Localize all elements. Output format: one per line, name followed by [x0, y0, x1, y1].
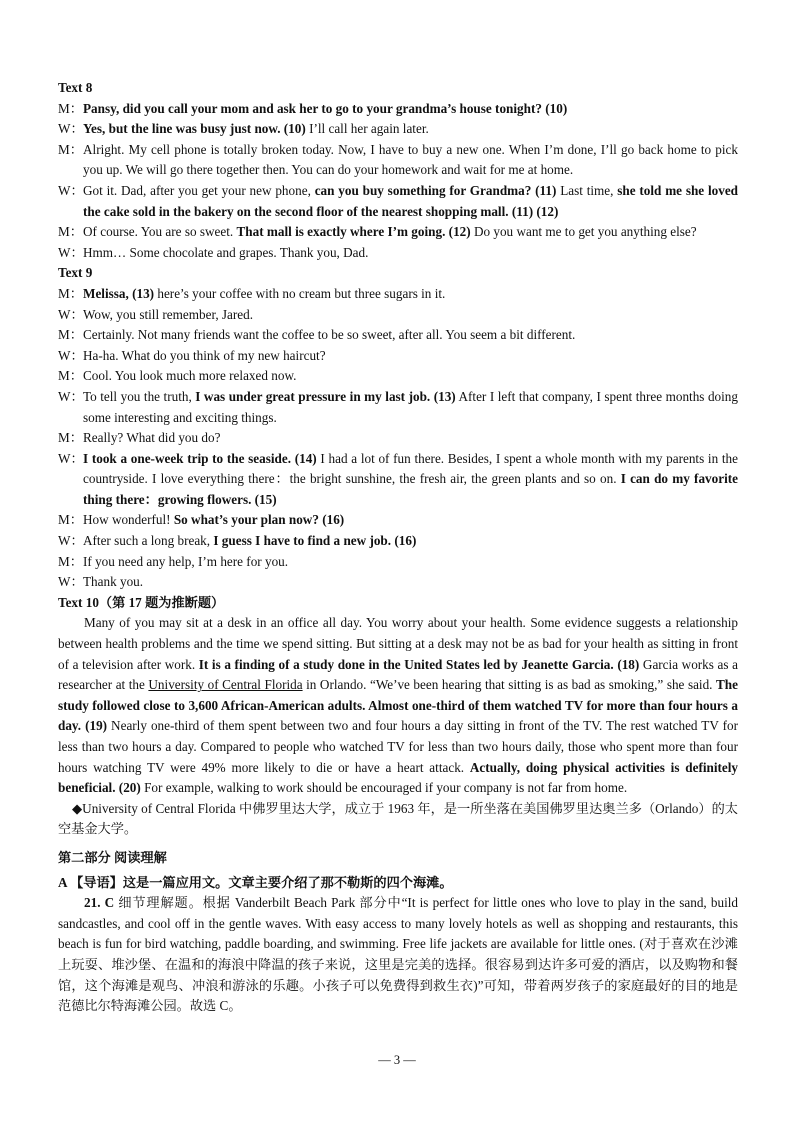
dialogue-turn — [58, 222, 738, 243]
dialogue-turn — [58, 510, 738, 531]
bold-segment: Pansy, did you call your mom and ask her to go to your grandma’s house tonight? (10) — [83, 100, 568, 116]
turn-text — [83, 510, 738, 531]
dialogue-turn — [58, 284, 738, 305]
speaker-label: W： — [58, 182, 84, 198]
text9-title: Text 9 — [58, 265, 93, 281]
text-segment: Garcia works as a researcher at the — [58, 656, 738, 693]
text-segment: Do you want me to get you anything else? — [470, 224, 697, 240]
text8-title: Text 8 — [58, 80, 93, 95]
text-segment: How wonderful! — [83, 512, 174, 528]
bold-segment: That mall is exactly where I’m going. (12) — [236, 224, 471, 240]
text-segment: To tell you the truth, — [83, 388, 196, 404]
answer-21 — [58, 893, 738, 1017]
text-segment: Cool. You look much more relaxed now. — [83, 368, 297, 384]
speaker-label: W： — [58, 533, 84, 549]
speaker-label: W： — [58, 244, 84, 260]
speaker-label: W： — [58, 388, 84, 404]
bold-segment: she told me she loved the cake sold in the bakery on the second floor of the nearest shopping mall. (11) (12) — [83, 182, 739, 219]
text-segment: Many of you may sit at a desk in an office all day. You worry about your health. Some evidence suggests a relationship between health problems and the time we spend sitting. But sitting at a desk may not be as bad for your health as sitting in front of a television after work. — [58, 615, 738, 672]
text-segment: University of Central Florida — [148, 677, 303, 693]
text-segment: Wow, you still remember, Jared. — [83, 306, 254, 322]
text-segment: Hmm… Some chocolate and grapes. Thank you, Dad. — [83, 244, 369, 260]
speaker-label: M： — [58, 224, 83, 240]
text-segment: 细节理解题。根据 Vanderbilt Beach Park 部分中“It is perfect for little ones who love to play in the sand, build sandcastles, and cool off in the gentle waves. With easy access to many lovely hotels as well as shopping and restaurants, this beach is fun for bird watching, paddle boarding, and swimming. Free life jackets are available for little ones. (对于喜欢在沙滩上玩耍、堆沙堡、在温和的海浪中降温的孩子来说，这里是完美的选择。很容易到达许多可爱的酒店，以及购物和餐馆，这个海滩是观鸟、冲浪和游泳的乐趣。小孩子可以免费得到救生衣)”可知，带着两岁孩子的家庭最好的目的地是范德比尔特海滩公园。故选 C。 — [58, 895, 738, 1014]
speaker-label: M： — [58, 512, 83, 528]
turn-text — [83, 572, 738, 593]
dialogue-turn — [58, 346, 738, 367]
turn-text — [83, 531, 738, 552]
speaker-label: M： — [58, 141, 83, 157]
part2-guide: A 【导语】这是一篇应用文。文章主要介绍了那不勒斯的四个海滩。 — [58, 874, 453, 890]
page-number: — 3 — — [378, 1053, 416, 1067]
text-segment: Certainly. Not many friends want the coffee to be so sweet, after all. You seem a bit different. — [83, 327, 576, 343]
text-segment: Thank you. — [83, 574, 144, 590]
bold-segment: Melissa, (13) — [83, 285, 155, 301]
text-segment: Got it. Dad, after you get your new phone, — [83, 182, 315, 198]
text-segment: After I left that company, I spent three months doing some interesting and exciting things. — [83, 388, 738, 425]
page-content — [58, 78, 738, 1017]
dialogue-turn — [58, 366, 738, 387]
speaker-label: M： — [58, 285, 83, 301]
dialogue-turn — [58, 305, 738, 326]
speaker-label: M： — [58, 100, 83, 116]
speaker-label: M： — [58, 430, 83, 446]
speaker-label: W： — [58, 121, 84, 137]
text9-dialogue — [58, 284, 738, 593]
bold-segment: I took a one-week trip to the seaside. (14) — [83, 450, 317, 466]
speaker-label: M： — [58, 327, 83, 343]
dialogue-turn — [58, 572, 738, 593]
bold-segment: Yes, but the line was busy just now. (10) — [83, 121, 306, 137]
turn-text — [83, 305, 738, 326]
text-segment: Last time, — [556, 182, 618, 198]
text-segment: I’ll call her again later. — [305, 121, 429, 137]
dialogue-turn — [58, 449, 738, 511]
text8-dialogue — [58, 99, 738, 264]
text-segment: Nearly one-third of them spent between two and four hours a day sitting in front of the TV. The rest watched TV for less than two hours a day. Compared to people who watched TV for less than two hours daily, those who spent more than four hours watching TV were 49% more likely to die or have a heart attack. — [58, 718, 739, 775]
text10-note: ◆University of Central Florida 中佛罗里达大学，成立于 1963 年，是一所坐落在美国佛罗里达奥兰多（Orlando）的太空基金大学。 — [58, 800, 738, 837]
dialogue-turn — [58, 552, 738, 573]
text-segment: After such a long break, — [83, 533, 214, 549]
turn-text — [83, 346, 738, 367]
speaker-label: M： — [58, 368, 83, 384]
text-segment: Really? What did you do? — [83, 430, 221, 446]
text10-title: Text 10（第 17 题为推断题） — [58, 594, 225, 610]
speaker-label: W： — [58, 574, 84, 590]
dialogue-turn — [58, 531, 738, 552]
turn-text — [83, 181, 738, 222]
text-segment: Of course. You are so sweet. — [83, 224, 237, 240]
turn-text — [83, 222, 738, 243]
bold-segment: I can do my favorite thing there：growing flowers. (15) — [83, 471, 738, 507]
dialogue-turn — [58, 181, 738, 222]
turn-text — [83, 140, 738, 181]
bold-segment: Actually, doing physical activities is definitely beneficial. (20) — [58, 759, 739, 796]
bold-segment: 21. C — [84, 895, 115, 911]
text-segment: in Orlando. “We’ve been hearing that sitting is as bad as smoking,” she said. — [302, 677, 717, 693]
dialogue-turn — [58, 140, 738, 181]
turn-text — [83, 428, 738, 449]
turn-text — [83, 99, 738, 120]
bold-segment: I guess I have to find a new job. (16) — [213, 533, 417, 549]
speaker-label: W： — [58, 347, 84, 363]
dialogue-turn — [58, 119, 738, 140]
text-segment: Ha-ha. What do you think of my new haircut? — [83, 347, 326, 363]
speaker-label: W： — [58, 306, 84, 322]
dialogue-turn — [58, 325, 738, 346]
bold-segment: The study followed close to 3,600 African-American adults. Almost one-third of them watched TV for more than four hours a day. (19) — [58, 677, 738, 734]
speaker-label: W： — [58, 450, 84, 466]
turn-text — [83, 325, 738, 346]
dialogue-turn — [58, 99, 738, 120]
text-segment: here’s your coffee with no cream but three sugars in it. — [154, 285, 446, 301]
bold-segment: I was under great pressure in my last job. (13) — [195, 388, 456, 404]
speaker-label: M： — [58, 553, 83, 569]
turn-text — [83, 552, 738, 573]
dialogue-turn — [58, 387, 738, 428]
turn-text — [83, 284, 738, 305]
bold-segment: So what’s your plan now? (16) — [173, 512, 345, 528]
turn-text — [83, 387, 738, 428]
text10-passage — [58, 613, 738, 798]
dialogue-turn — [58, 243, 738, 264]
part2-title: 第二部分 阅读理解 — [58, 849, 167, 865]
turn-text — [83, 243, 738, 264]
text-segment: If you need any help, I’m here for you. — [83, 553, 289, 569]
turn-text — [83, 449, 738, 511]
dialogue-turn — [58, 428, 738, 449]
turn-text — [83, 119, 738, 140]
text-segment: I had a lot of fun there. Besides, I spent a whole month with my parents in the countryside. I love everything there：the bright sunshine, the fresh air, the green plants and so on. — [83, 450, 738, 487]
bold-segment: can you buy something for Grandma? (11) — [314, 182, 557, 198]
bold-segment: It is a finding of a study done in the United States led by Jeanette Garcia. (18) — [198, 656, 640, 672]
turn-text — [83, 366, 738, 387]
text-segment: Alright. My cell phone is totally broken today. Now, I have to buy a new one. When I’m done, I’ll go back home to pick you up. We will go there together then. You can do your homework and wait for me at home. — [83, 141, 738, 178]
text-segment: For example, walking to work should be encouraged if your company is not far from home. — [140, 780, 628, 796]
